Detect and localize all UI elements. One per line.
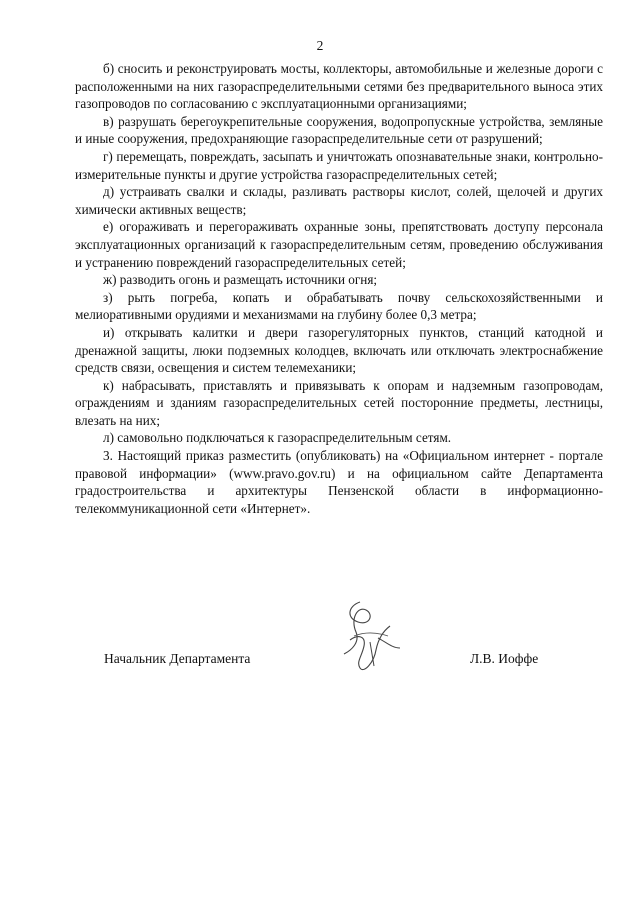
paragraph-l: л) самовольно подключаться к газораспределительным сетям. (103, 430, 452, 446)
document-body (75, 60, 603, 517)
paragraph-d: д) устраивать свалки и склады, разливать растворы кислот, солей, щелочей и других химически активных веществ; (75, 184, 603, 217)
paragraph-3: 3. Настоящий приказ разместить (опубликовать) на «Официальном интернет - портале правовой информации» (www.pravo.gov.ru) и на официальном сайте Департамента градостроительства и архитектуры Пензенской области в информационно-телекоммуникационной сети «Интернет». (75, 448, 603, 516)
paragraph-b: б) сносить и реконструировать мосты, коллекторы, автомобильные и железные дороги с расположенными на них газораспределительными сетями без предварительного выноса этих газопроводов по согласованию с эксплуатационными организациями; (75, 61, 603, 112)
paragraph-v: в) разрушать берегоукрепительные сооружения, водопропускные устройства, земляные и иные сооружения, предохраняющие газораспределительные сети от разрушений; (75, 113, 603, 147)
paragraph-z: з) рыть погреба, копать и обрабатывать почву сельскохозяйственными и мелиоративными орудиями и механизмами на глубину более 0,3 метра; (75, 289, 603, 323)
paragraph-e: е) огораживать и перегораживать охранные зоны, препятствовать доступу персонала эксплуатационных организаций к газораспределительным сетям, проведению обслуживания и устранению повреждений газораспределительных сетей; (75, 219, 603, 270)
paragraph-g: г) перемещать, повреждать, засыпать и уничтожать опознавательные знаки, контрольно-измерительные пункты и другие устройства газораспределительных сетей; (75, 148, 603, 182)
signatory-title: Начальник Департамента (104, 651, 251, 666)
paragraph-k: к) набрасывать, приставлять и привязывать к опорам и надземным газопроводам, ограждениям и зданиям газораспределительных сетей посторонние предметы, лестницы, влезать на них; (75, 377, 603, 428)
paragraph-zh: ж) разводить огонь и размещать источники огня; (103, 272, 378, 288)
paragraph-i: и) открывать калитки и двери газорегуляторных пунктов, станций катодной и дренажной защиты, люки подземных колодцев, включать или отключать электроснабжение средств связи, освещения и систем телемеханики; (75, 324, 603, 376)
page-number: 2 (316, 38, 324, 53)
signature-block (0, 650, 640, 674)
signatory-name: Л.В. Иоффе (470, 651, 539, 666)
